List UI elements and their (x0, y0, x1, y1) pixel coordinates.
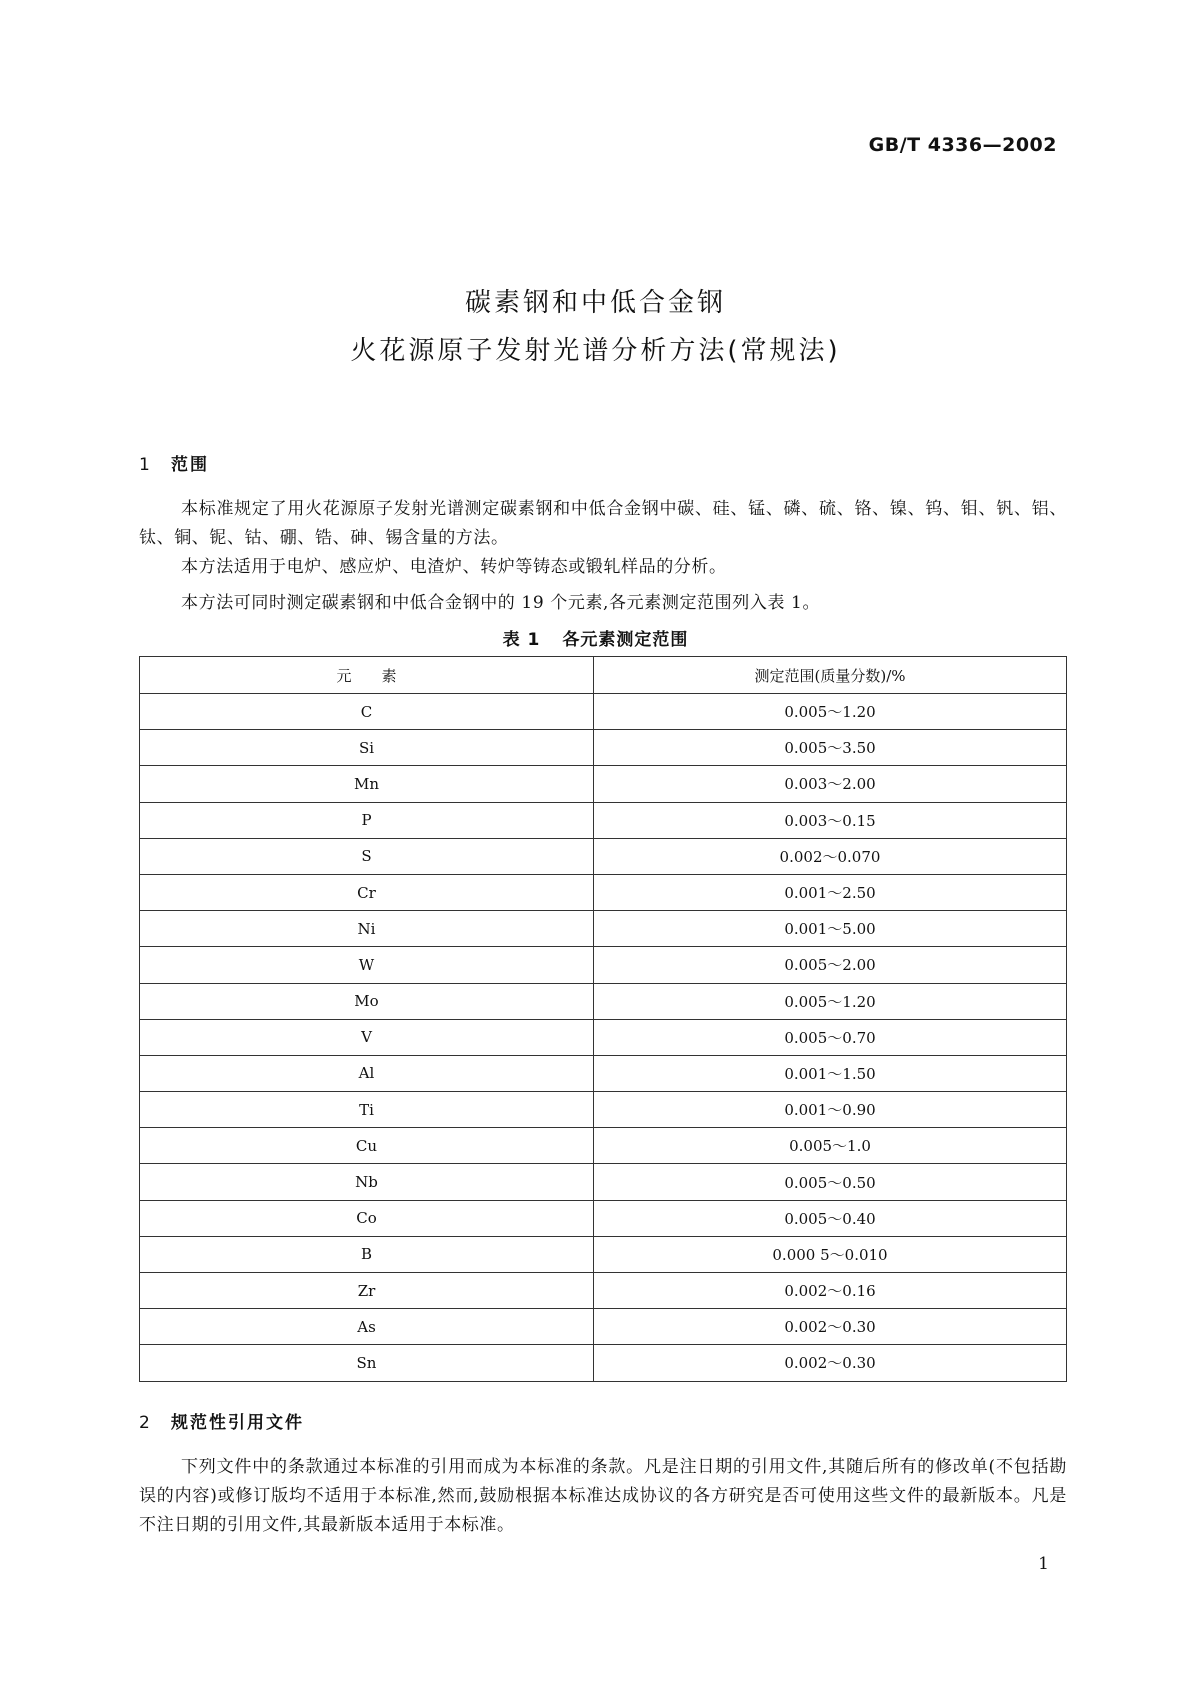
range-cell: 0.002～0.16 (594, 1273, 1067, 1309)
section-2-number: 2 (139, 1413, 150, 1433)
section-1-title: 范围 (171, 455, 209, 475)
section-1-paragraph-3: 本方法可同时测定碳素钢和中低合金钢中的 19 个元素,各元素测定范围列入表 1。 (181, 593, 821, 613)
table-row (140, 1273, 1067, 1309)
table-row (140, 1055, 1067, 1091)
table-row (140, 983, 1067, 1019)
range-cell: 0.005～0.50 (594, 1164, 1067, 1200)
section-2-heading (139, 1408, 304, 1433)
table-1-caption-title: 各元素测定范围 (562, 630, 689, 650)
element-cell: Al (140, 1055, 594, 1091)
section-1-heading (139, 450, 209, 475)
element-cell: Cr (140, 874, 594, 910)
table-row (140, 766, 1067, 802)
range-cell: 0.001～2.50 (594, 874, 1067, 910)
table-row (140, 1236, 1067, 1272)
range-cell: 0.001～0.90 (594, 1092, 1067, 1128)
element-cell: As (140, 1309, 594, 1345)
table-row (140, 911, 1067, 947)
table-row (140, 1164, 1067, 1200)
document-title-line1: 碳素钢和中低合金钢 (464, 288, 726, 318)
element-cell: Nb (140, 1164, 594, 1200)
page-number: 1 (1038, 1554, 1049, 1574)
range-cell: 0.000 5～0.010 (594, 1236, 1067, 1272)
table-row (140, 1200, 1067, 1236)
table-1-caption-number: 表 1 (502, 630, 541, 650)
header-range: 测定范围(质量分数)/% (594, 657, 1067, 694)
element-cell: Si (140, 730, 594, 766)
table-row (140, 947, 1067, 983)
range-cell: 0.003～0.15 (594, 802, 1067, 838)
element-cell: C (140, 694, 594, 730)
range-cell: 0.003～2.00 (594, 766, 1067, 802)
table-row (140, 802, 1067, 838)
range-cell: 0.005～3.50 (594, 730, 1067, 766)
table-row (140, 1128, 1067, 1164)
element-cell: W (140, 947, 594, 983)
element-cell: Sn (140, 1345, 594, 1381)
element-cell: B (140, 1236, 594, 1272)
header-element: 元 素 (140, 657, 594, 694)
table-row (140, 1019, 1067, 1055)
element-cell: S (140, 838, 594, 874)
table-header-row (140, 657, 1067, 694)
range-cell: 0.001～1.50 (594, 1055, 1067, 1091)
range-cell: 0.002～0.30 (594, 1309, 1067, 1345)
table-row (140, 1092, 1067, 1128)
range-cell: 0.005～1.20 (594, 983, 1067, 1019)
range-cell: 0.002～0.30 (594, 1345, 1067, 1381)
range-cell: 0.005～0.70 (594, 1019, 1067, 1055)
standard-number: GB/T 4336—2002 (868, 134, 1057, 156)
element-cell: V (140, 1019, 594, 1055)
section-2-title: 规范性引用文件 (171, 1413, 304, 1433)
document-title-line2: 火花源原子发射光谱分析方法(常规法) (350, 336, 841, 366)
element-cell: P (140, 802, 594, 838)
table-row (140, 1345, 1067, 1381)
table-row (140, 730, 1067, 766)
element-cell: Mn (140, 766, 594, 802)
section-1-number: 1 (139, 455, 150, 475)
table-1-caption (0, 625, 1191, 650)
element-cell: Ni (140, 911, 594, 947)
table-row (140, 874, 1067, 910)
table-row (140, 1309, 1067, 1345)
element-cell: Cu (140, 1128, 594, 1164)
range-cell: 0.005～2.00 (594, 947, 1067, 983)
table-row (140, 694, 1067, 730)
section-1-paragraph-2: 本方法适用于电炉、感应炉、电渣炉、转炉等铸态或锻轧样品的分析。 (181, 557, 727, 577)
element-cell: Mo (140, 983, 594, 1019)
element-cell: Co (140, 1200, 594, 1236)
element-cell: Ti (140, 1092, 594, 1128)
range-cell: 0.005～1.0 (594, 1128, 1067, 1164)
section-1-paragraph-1: 本标准规定了用火花源原子发射光谱测定碳素钢和中低合金钢中碳、硅、锰、磷、硫、铬、镍、钨、钼、钒、铝、钛、铜、铌、钴、硼、锆、砷、锡含量的方法。 (139, 499, 1067, 548)
range-cell: 0.005～0.40 (594, 1200, 1067, 1236)
range-cell: 0.005～1.20 (594, 694, 1067, 730)
table-row (140, 838, 1067, 874)
range-cell: 0.001～5.00 (594, 911, 1067, 947)
element-cell: Zr (140, 1273, 594, 1309)
section-2-paragraph: 下列文件中的条款通过本标准的引用而成为本标准的条款。凡是注日期的引用文件,其随后所有的修改单(不包括勘误的内容)或修订版均不适用于本标准,然而,鼓励根据本标准达成协议的各方研究是否可使用这些文件的最新版本。凡是不注日期的引用文件,其最新版本适用于本标准。 (139, 1457, 1067, 1535)
element-range-table (139, 656, 1067, 1382)
range-cell: 0.002～0.070 (594, 838, 1067, 874)
